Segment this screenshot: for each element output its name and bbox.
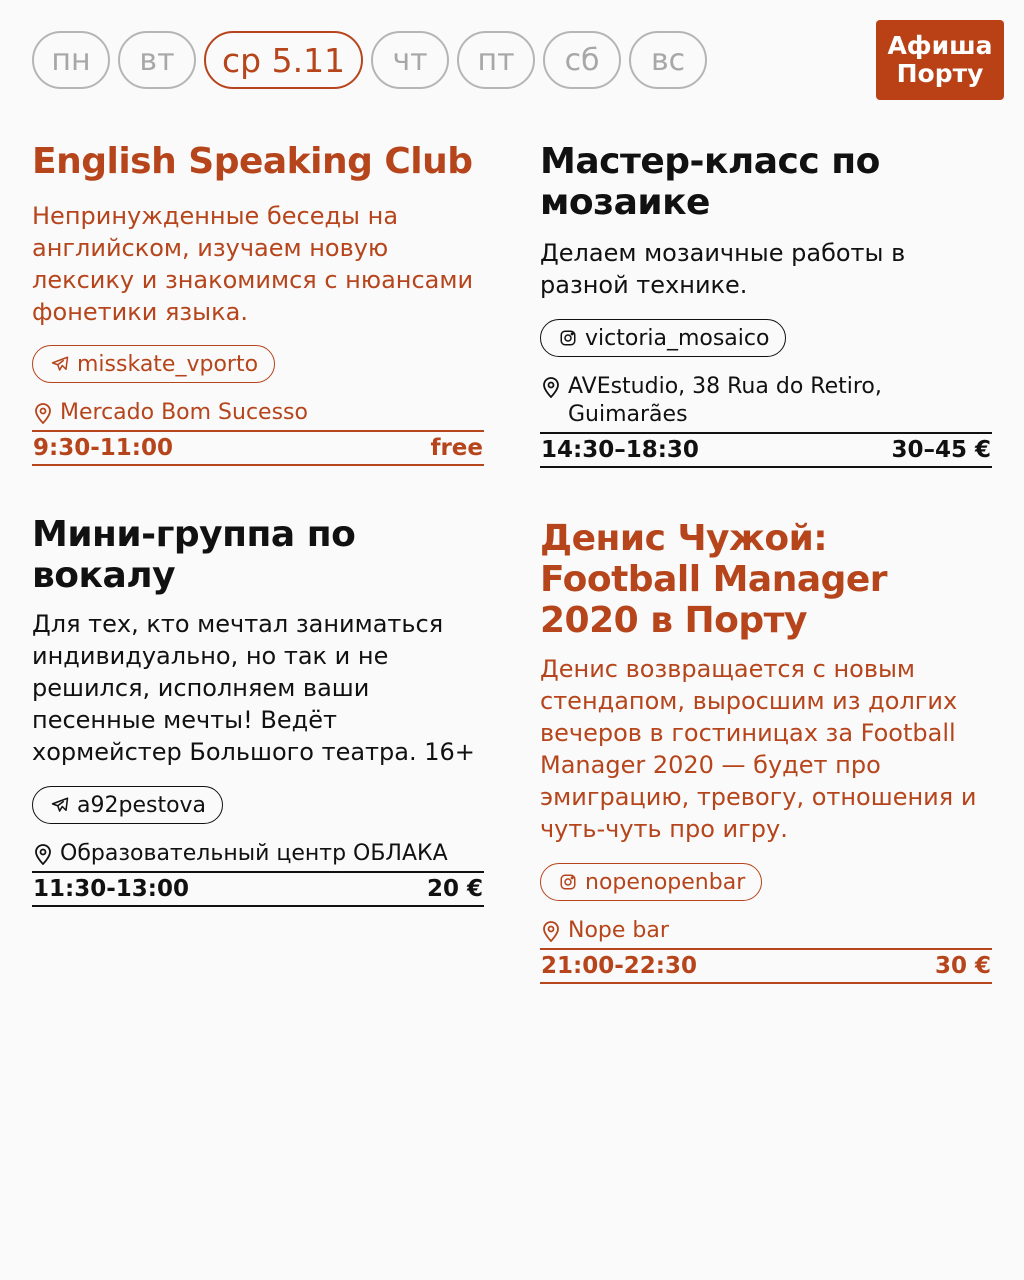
event-place-text: Образовательный центр ОБЛАКА	[60, 841, 448, 866]
day-tab-fri[interactable]: пт	[457, 31, 535, 89]
day-tab-tue[interactable]: вт	[118, 31, 196, 89]
event-handle-link[interactable]	[32, 345, 275, 383]
event-place-text: Mercado Bom Sucesso	[60, 400, 308, 425]
event-place-text: Nope bar	[568, 918, 669, 943]
event-time: 9:30-11:00	[33, 435, 173, 461]
event-price: 30–45 €	[891, 437, 991, 463]
event-title: Мастер-класс по мозаике	[540, 141, 880, 223]
event-handle-link[interactable]	[32, 786, 223, 824]
event-handle-text: victoria_mosaico	[585, 325, 770, 351]
logo-line2: Порту	[896, 59, 984, 88]
day-tab-thu[interactable]: чт	[371, 31, 449, 89]
event-place-text: AVEstudio, 38 Rua do Retiro, Guimarães	[568, 374, 882, 427]
event-card-vocal	[32, 514, 484, 907]
event-handle-text: nopenopenbar	[585, 869, 746, 895]
event-time: 21:00-22:30	[541, 953, 697, 979]
event-card-standup	[540, 518, 992, 984]
event-description: Для тех, кто мечтал заниматься индивидуально, но так и не решился, исполняем ваши песенные мечты! Ведёт хормейстер Большого театра. 16+	[32, 610, 475, 766]
day-tab-mon[interactable]: пн	[32, 31, 110, 89]
event-place	[32, 840, 484, 868]
event-description: Делаем мозаичные работы в разной технике.	[540, 239, 906, 299]
event-price: free	[430, 435, 483, 461]
event-place	[540, 373, 920, 429]
telegram-icon	[51, 796, 69, 814]
location-pin-icon	[542, 920, 560, 942]
telegram-icon	[51, 355, 69, 373]
event-meta-row	[32, 430, 484, 466]
event-meta-row	[32, 871, 484, 907]
event-title: Мини-группа по вокалу	[32, 514, 356, 596]
event-handle-text: a92pestova	[77, 792, 207, 818]
location-pin-icon	[542, 376, 560, 398]
afisha-porto-logo[interactable]	[876, 20, 1004, 100]
event-meta-row	[540, 948, 992, 984]
event-time: 11:30-13:00	[33, 876, 189, 902]
event-title: English Speaking Club	[32, 141, 473, 182]
event-description: Непринужденные беседы на английском, изучаем новую лексику и знакомимся с нюансами фонетики языка.	[32, 202, 474, 326]
event-handle-text: misskate_vporto	[77, 351, 259, 377]
logo-line1: Афиша	[887, 31, 993, 60]
event-time: 14:30–18:30	[541, 437, 699, 463]
event-place	[32, 399, 484, 427]
location-pin-icon	[34, 402, 52, 424]
event-price: 30 €	[934, 953, 991, 979]
day-tab-sun[interactable]: вс	[629, 31, 707, 89]
event-card-mosaic	[540, 141, 992, 468]
day-tab-sat[interactable]: сб	[543, 31, 621, 89]
event-card-english-club	[32, 141, 484, 466]
instagram-icon	[559, 873, 577, 891]
day-selector	[32, 31, 707, 89]
day-tab-wed-active[interactable]: ср 5.11	[204, 31, 363, 89]
event-price: 20 €	[426, 876, 483, 902]
event-handle-link[interactable]	[540, 863, 762, 901]
event-meta-row	[540, 432, 992, 468]
event-title: Денис Чужой: Football Manager 2020 в Порту	[540, 518, 888, 641]
instagram-icon	[559, 329, 577, 347]
event-place	[540, 917, 992, 945]
event-description: Денис возвращается с новым стендапом, выросшим из долгих вечеров в гостиницах за Football Manager 2020 — будет про эмиграцию, тревогу, отношения и чуть-чуть про игру.	[540, 655, 977, 843]
location-pin-icon	[34, 843, 52, 865]
event-handle-link[interactable]	[540, 319, 786, 357]
